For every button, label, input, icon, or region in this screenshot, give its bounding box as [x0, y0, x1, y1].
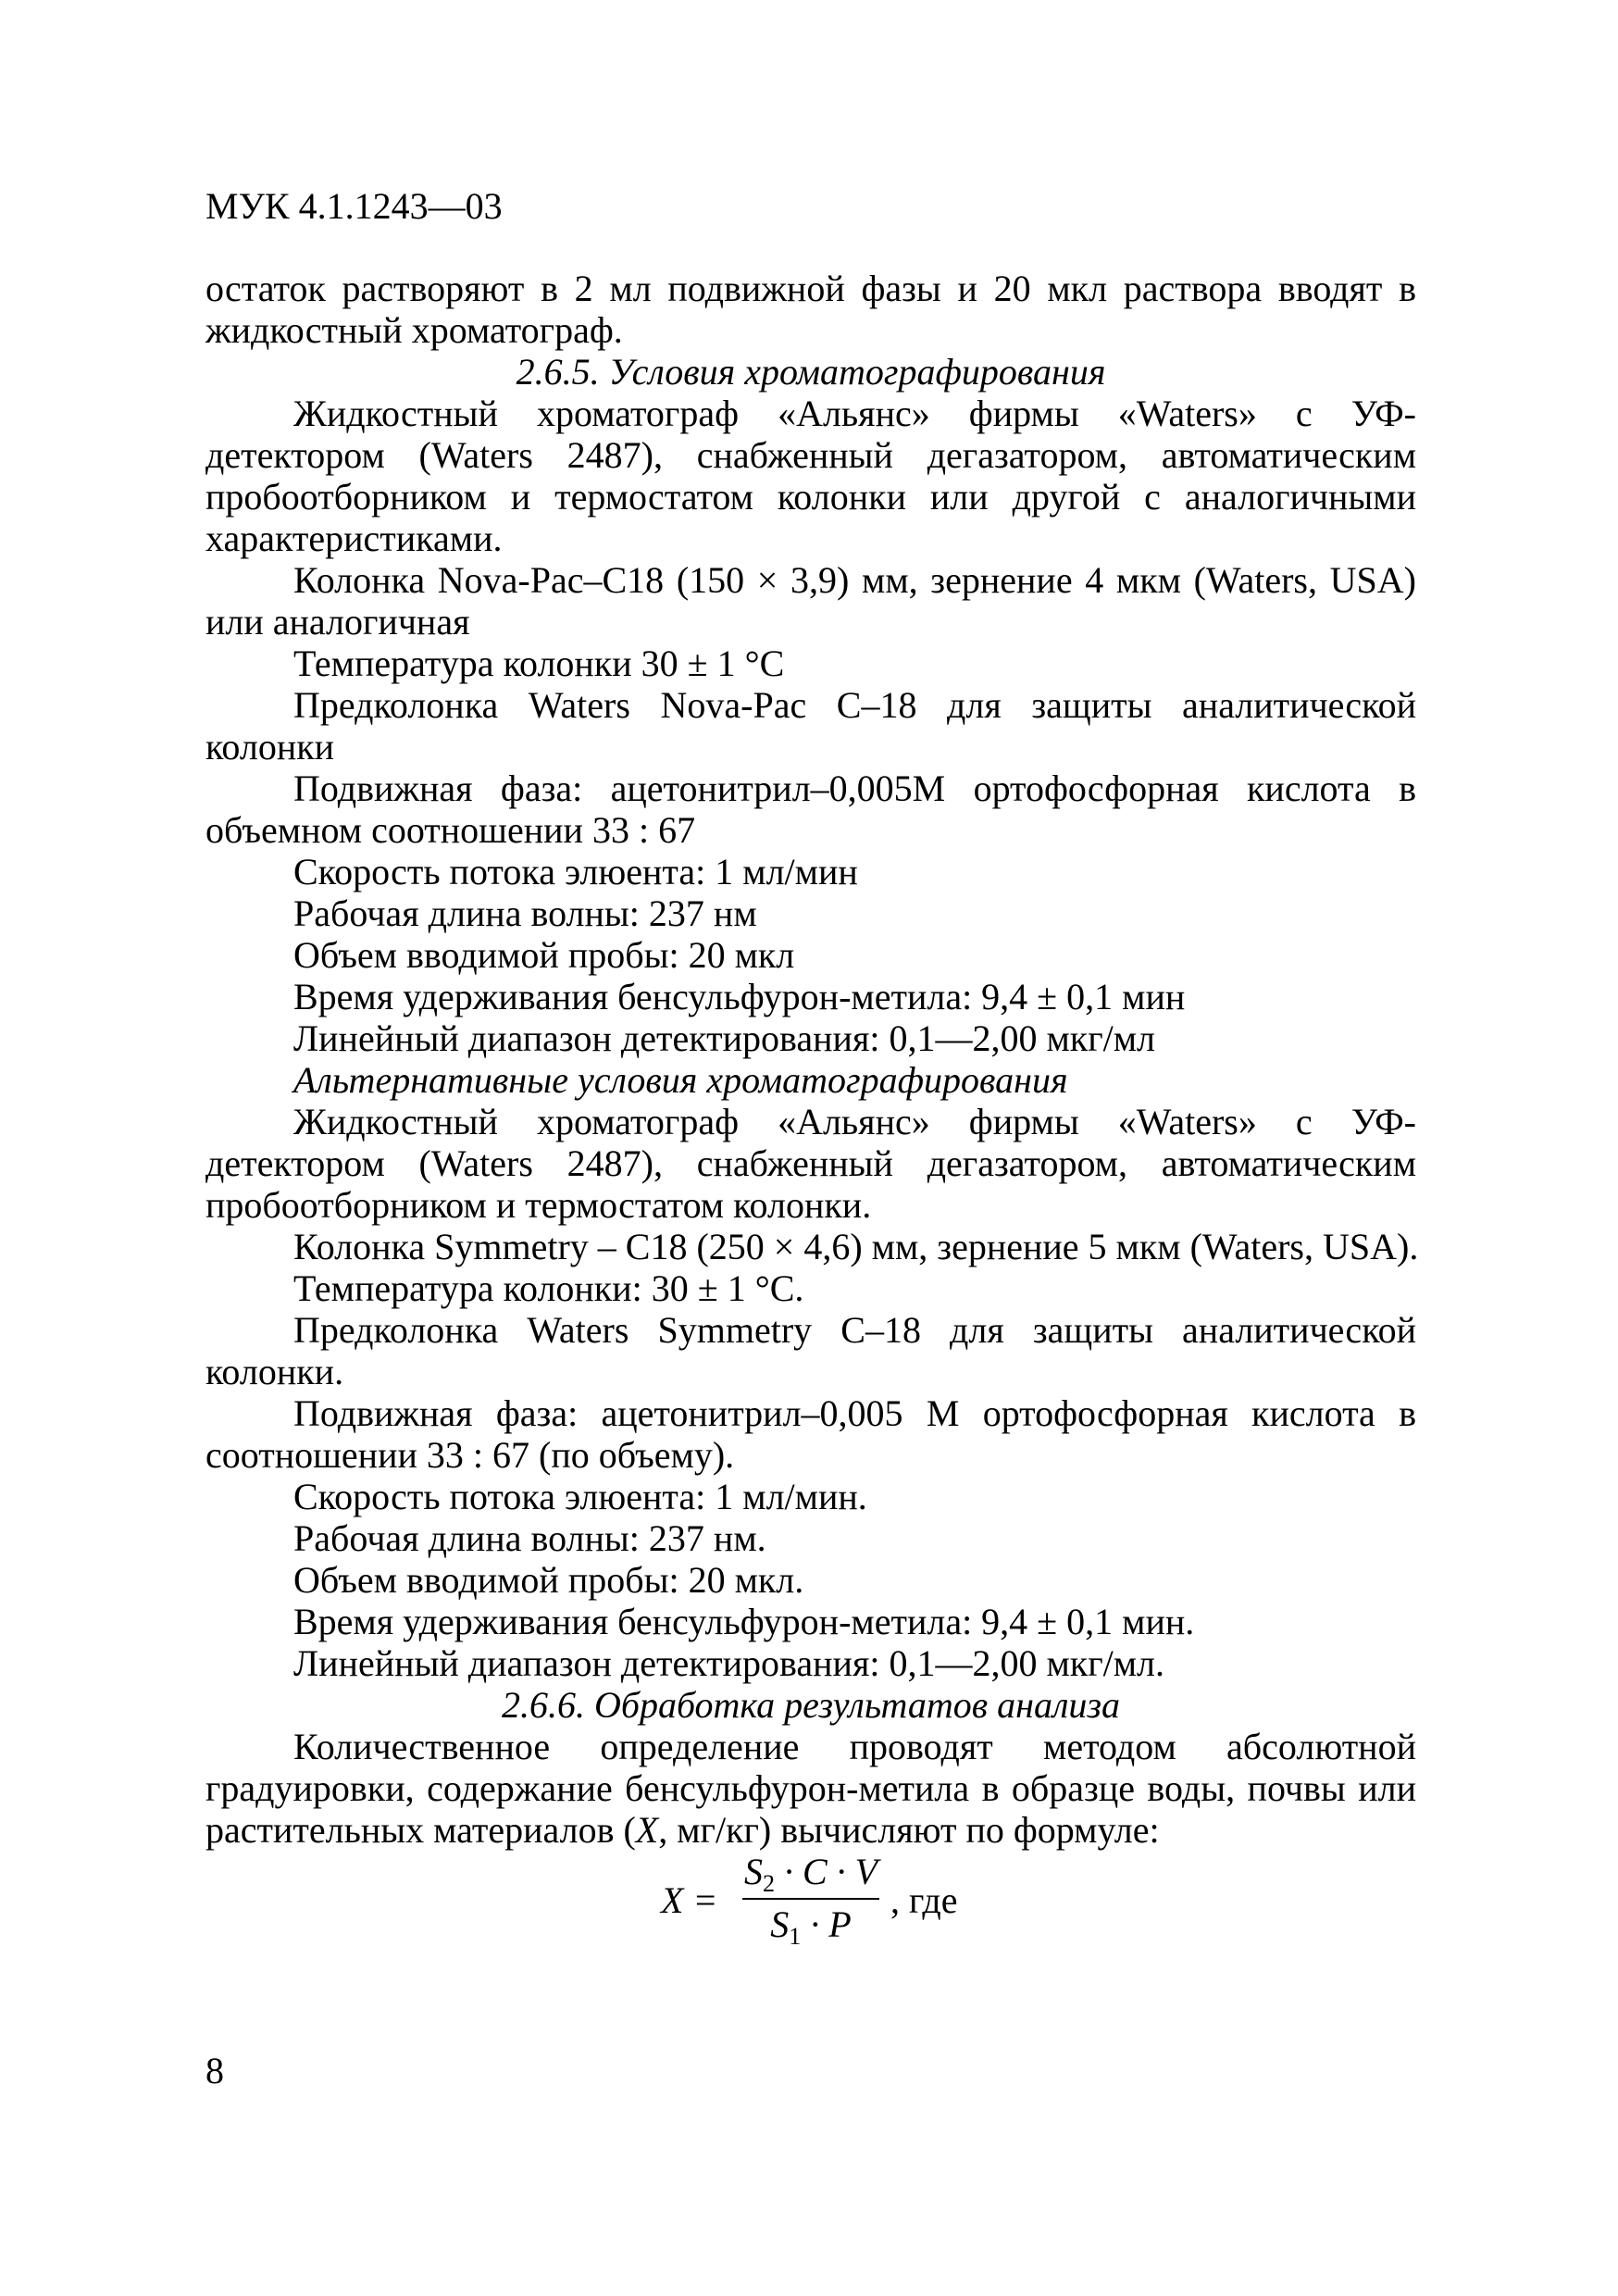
numerator-subscript: 2 — [762, 1870, 775, 1897]
calculation-text-b: , мг/кг) вычисляют по формуле: — [658, 1809, 1160, 1851]
paragraph-column-1: Колонка Nova-Pac–C18 (150 × 3,9) мм, зернение 4 мкм (Waters, USA) или аналогичная — [205, 559, 1416, 643]
line-retention-time-2: Время удерживания бенсульфурон-метила: 9,4 ± 0,1 мин. — [293, 1601, 1195, 1642]
formula — [205, 1851, 1416, 1960]
line-wavelength-1: Рабочая длина волны: 237 нм — [293, 892, 757, 934]
line-column-2: Колонка Symmetry – C18 (250 × 4,6) мм, зернение 5 мкм (Waters, USA). — [293, 1226, 1419, 1267]
paragraph-intro: остаток растворяют в 2 мл подвижной фазы и 20 мкл раствора вводят в жидкостный хроматограф. — [205, 268, 1416, 351]
paragraph-precolumn-1: Предколонка Waters Nova-Pac C–18 для защиты аналитической колонки — [205, 684, 1416, 767]
line-wavelength-2: Рабочая длина волны: 237 нм. — [293, 1517, 766, 1559]
page-number: 8 — [205, 2050, 224, 2091]
section-heading-2-6-6: 2.6.6. Обработка результатов анализа — [501, 1684, 1121, 1726]
formula-fraction — [742, 1851, 879, 1950]
line-linear-range-1: Линейный диапазон детектирования: 0,1—2,00 мкг/мл — [293, 1017, 1156, 1059]
formula-denominator — [742, 1903, 879, 1950]
calculation-text-a: Количественное определение проводят методом абсолютной градуировки, содержание бенсульфурон-метила в образце воды, почвы или растительных материалов ( — [205, 1726, 1416, 1851]
numerator-s: S — [743, 1851, 763, 1892]
document-body — [205, 268, 1419, 1960]
section-heading-2-6-5: 2.6.5. Условия хроматографирования — [516, 351, 1106, 393]
paragraph-mobile-phase-2: Подвижная фаза: ацетонитрил–0,005 М ортофосфорная кислота в соотношении 33 : 67 (по объему). — [205, 1392, 1416, 1476]
line-flow-rate-2: Скорость потока элюента: 1 мл/мин. — [293, 1476, 867, 1517]
line-injection-volume-1: Объем вводимой пробы: 20 мкл — [293, 934, 795, 976]
formula-tail: , где — [890, 1879, 958, 1921]
heading-alternative-conditions: Альтернативные условия хроматографирования — [293, 1059, 1068, 1101]
line-injection-volume-2: Объем вводимой пробы: 20 мкл. — [293, 1559, 804, 1601]
denominator-rest: · P — [801, 1903, 852, 1945]
line-column-temperature-1: Температура колонки 30 ± 1 °C — [293, 643, 785, 684]
fraction-bar — [742, 1898, 879, 1900]
denominator-s: S — [770, 1903, 790, 1945]
document-code-header: МУК 4.1.1243—03 — [205, 185, 503, 227]
line-retention-time-1: Время удерживания бенсульфурон-метила: 9,4 ± 0,1 мин — [293, 976, 1186, 1017]
paragraph-calculation — [205, 1726, 1416, 1851]
denominator-subscript: 1 — [789, 1923, 802, 1950]
paragraph-chromatograph-1: Жидкостный хроматограф «Альянс» фирмы «Waters» с УФ-детектором (Waters 2487), снабженный дегазатором, автоматическим пробоотборником и термостатом колонки или другой с аналогичными характеристиками. — [205, 393, 1416, 559]
numerator-rest: · C · V — [774, 1851, 878, 1892]
paragraph-mobile-phase-1: Подвижная фаза: ацетонитрил–0,005М ортофосфорная кислота в объемном соотношении 33 : 67 — [205, 767, 1416, 851]
paragraph-precolumn-2: Предколонка Waters Symmetry C–18 для защиты аналитической колонки. — [205, 1309, 1416, 1392]
paragraph-chromatograph-2: Жидкостный хроматограф «Альянс» фирмы «Waters» с УФ-детектором (Waters 2487), снабженный дегазатором, автоматическим пробоотборником и термостатом колонки. — [205, 1101, 1416, 1226]
formula-lhs: X = — [661, 1879, 718, 1921]
calculation-variable-x: X — [635, 1809, 659, 1851]
line-linear-range-2: Линейный диапазон детектирования: 0,1—2,00 мкг/мл. — [293, 1642, 1165, 1684]
line-column-temperature-2: Температура колонки: 30 ± 1 °C. — [293, 1267, 804, 1309]
formula-numerator — [742, 1851, 879, 1897]
line-flow-rate-1: Скорость потока элюента: 1 мл/мин — [293, 851, 858, 892]
